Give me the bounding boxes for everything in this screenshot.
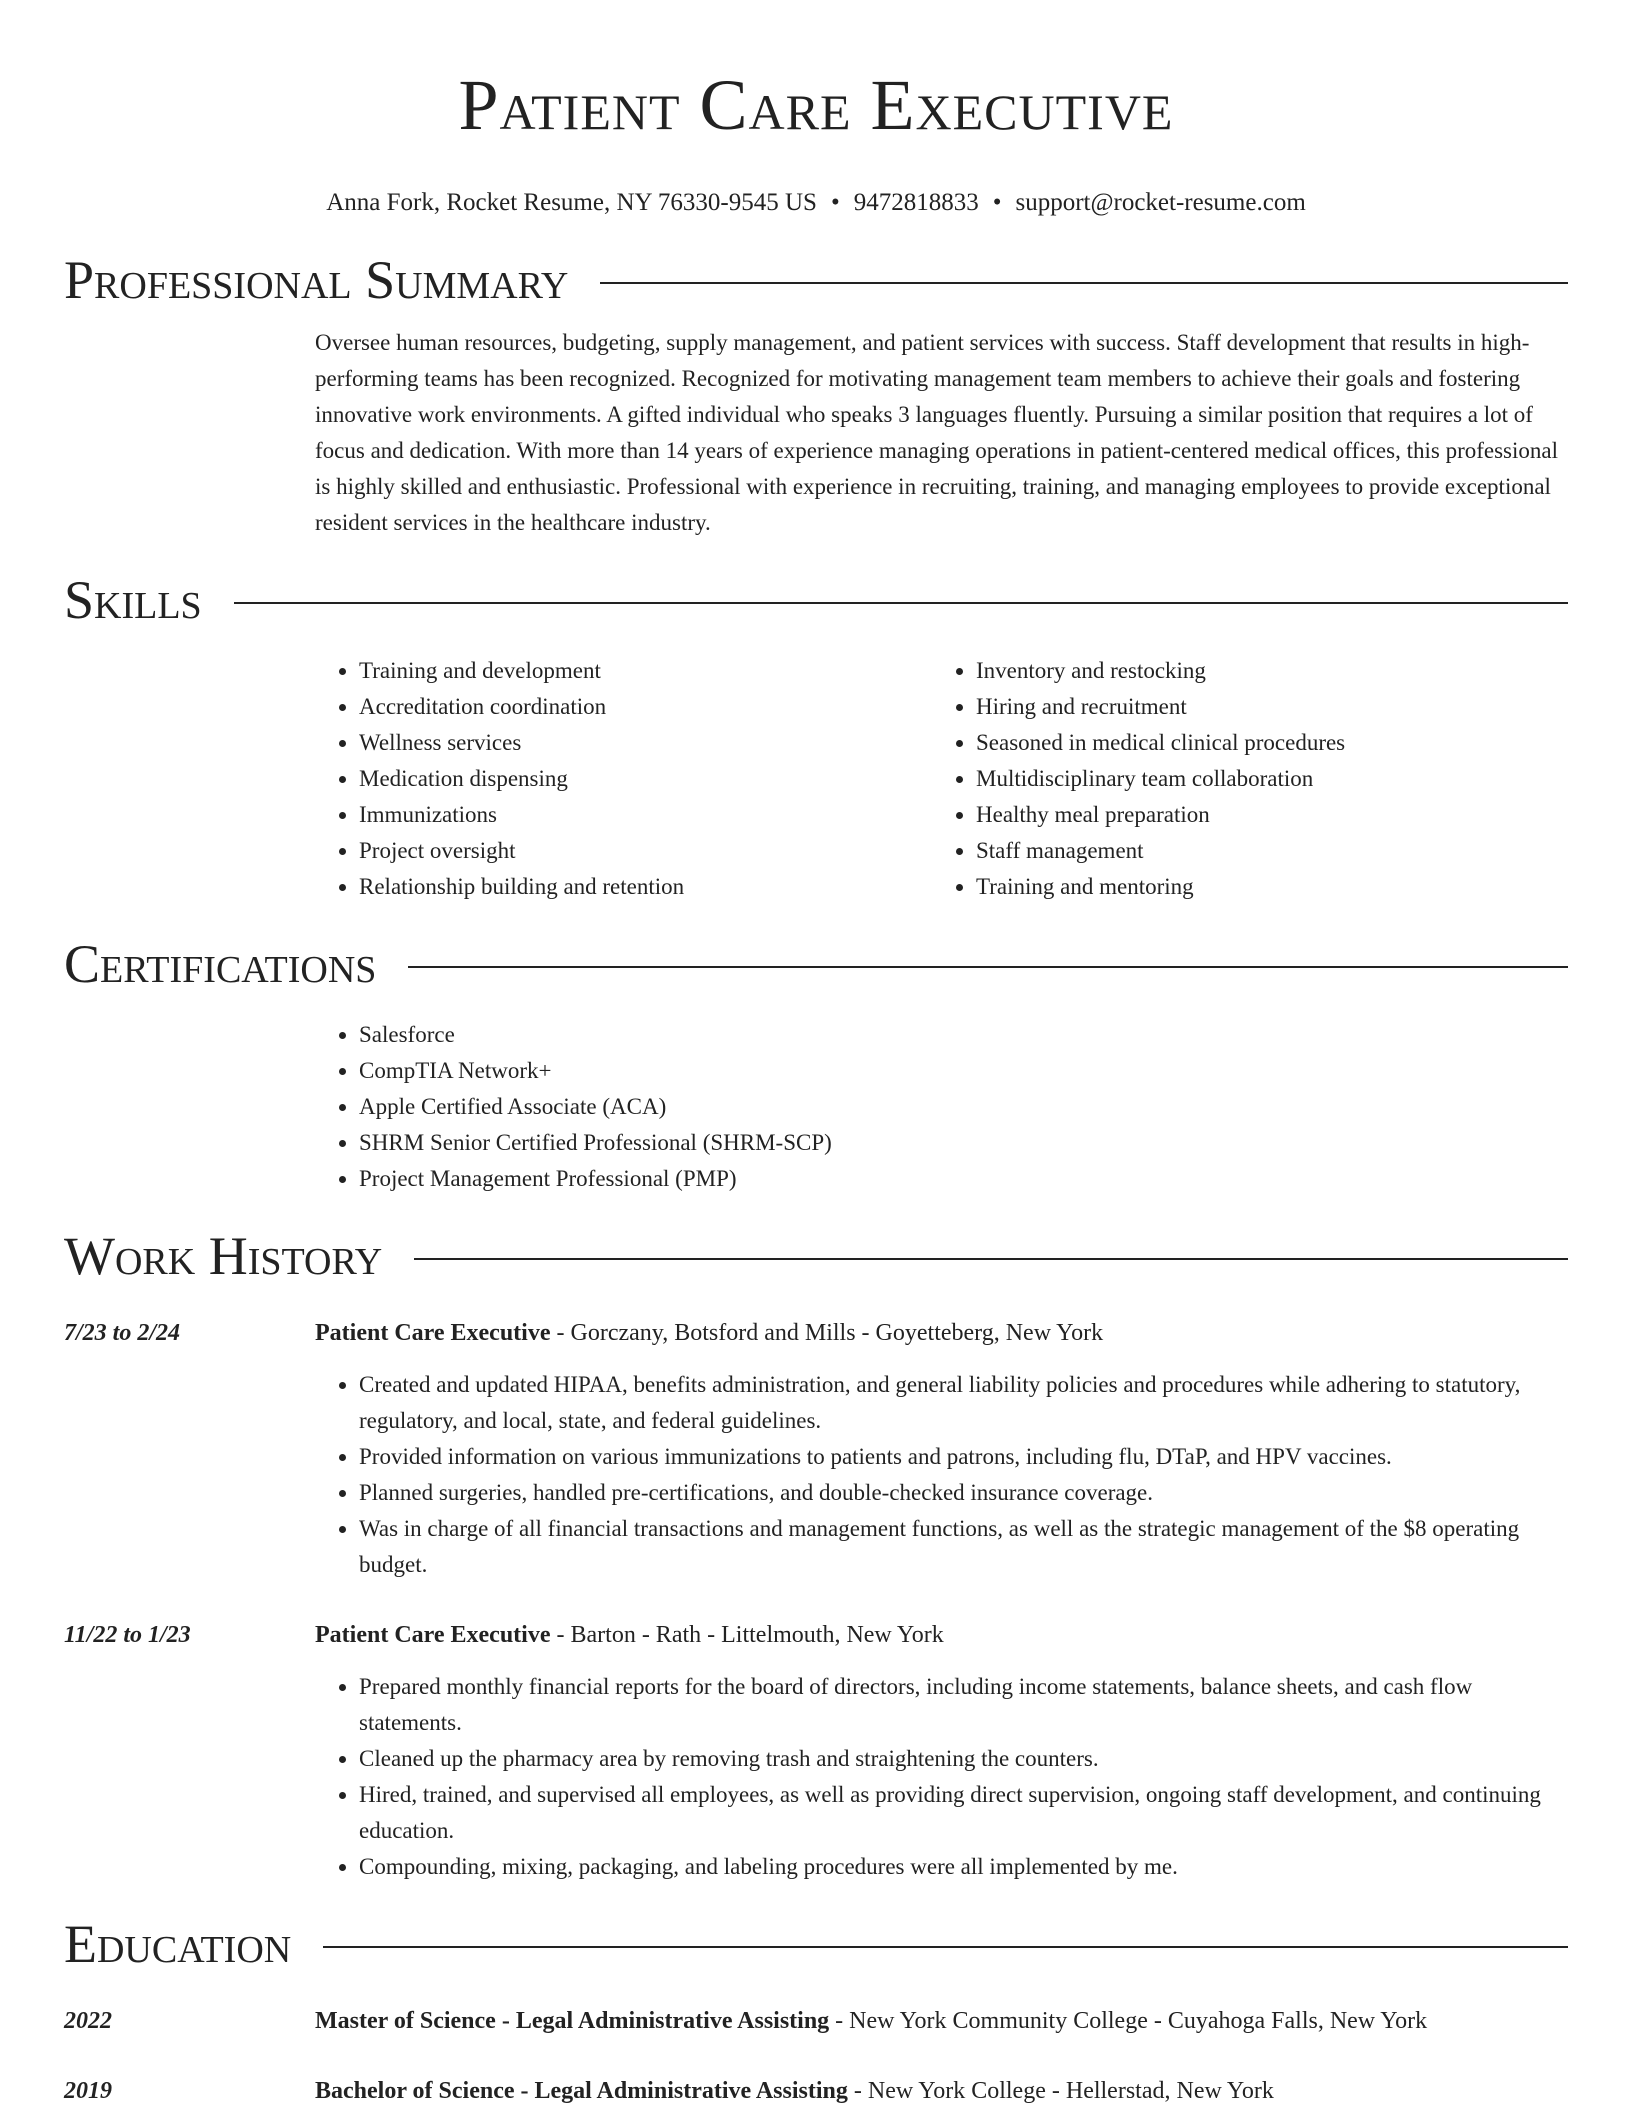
education-entry: [64, 2073, 1568, 2109]
job-entry: [64, 1617, 1568, 1885]
skill-item: • Immunizations: [359, 797, 932, 833]
education-school: - New York College - Hellerstad, New York: [847, 2078, 1274, 2104]
skill-item: • Staff management: [976, 833, 1549, 869]
skill-item: • Medication dispensing: [359, 761, 932, 797]
skills-column-left: [315, 653, 932, 905]
section-divider: [600, 282, 1568, 284]
section-divider: [323, 1946, 1568, 1948]
skill-item: • Training and development: [359, 653, 932, 689]
job-bullet: • Provided information on various immunizations to patients and patrons, including flu, DTaP, and HPV vaccines.: [359, 1439, 1568, 1475]
summary-text: Oversee human resources, budgeting, supply management, and patient services with success. Staff development that results in high-performing teams has been recognized. Recognized for motivating management team members to achieve their goals and fostering innovative work environments. A gifted individual who speaks 3 languages fluently. Pursuing a similar position that requires a lot of focus and dedication. With more than 14 years of experience managing operations in patient-centered medical offices, this professional is highly skilled and enthusiastic. Professional with experience in recruiting, training, and managing employees to provide exceptional resident services in the healthcare industry.: [315, 330, 1558, 535]
education-degree: Master of Science - Legal Administrative Assisting: [315, 2008, 830, 2034]
certification-item: • CompTIA Network+: [359, 1053, 1568, 1089]
section-header-summary: [64, 243, 1568, 317]
skill-item: • Project oversight: [359, 833, 932, 869]
section-title-work-history: Work History: [64, 1226, 383, 1286]
section-divider: [414, 1258, 1568, 1260]
certifications-block: [315, 1017, 1568, 1197]
job-header: [64, 1617, 1568, 1653]
section-title-skills: Skills: [64, 570, 202, 630]
job-date: 7/23 to 2/24: [64, 1320, 181, 1346]
skill-item: • Inventory and restocking: [976, 653, 1549, 689]
skill-item: • Wellness services: [359, 725, 932, 761]
skill-item: • Hiring and recruitment: [976, 689, 1549, 725]
contact-line: [64, 185, 1568, 221]
education-info: [315, 2003, 1427, 2039]
job-role: Patient Care Executive: [315, 1320, 551, 1346]
section-divider: [234, 602, 1568, 604]
resume-page: [64, 0, 1568, 2109]
education-info: [315, 2073, 1274, 2109]
education-degree: Bachelor of Science - Legal Administrative Assisting: [315, 2078, 848, 2104]
skills-list-right: [932, 653, 1549, 905]
skill-item: • Training and mentoring: [976, 869, 1549, 905]
certification-item: • Apple Certified Associate (ACA): [359, 1089, 1568, 1125]
section-title-certifications: Certifications: [64, 934, 377, 994]
contact-phone: 9472818833: [853, 189, 979, 216]
education-year: 2019: [64, 2078, 112, 2104]
education-school: - New York Community College - Cuyahoga Falls, New York: [829, 2008, 1428, 2034]
job-bullet: • Cleaned up the pharmacy area by removing trash and straightening the counters.: [359, 1741, 1568, 1777]
resume-title: Patient Care Executive: [458, 65, 1174, 145]
job-bullet: • Planned surgeries, handled pre-certifications, and double-checked insurance coverage.: [359, 1475, 1568, 1511]
skill-item: • Seasoned in medical clinical procedures: [976, 725, 1549, 761]
job-role: Patient Care Executive: [315, 1622, 551, 1648]
contact-separator: •: [992, 189, 1002, 216]
job-entry: [64, 1315, 1568, 1583]
job-bullet: • Compounding, mixing, packaging, and labeling procedures were all implemented by me.: [359, 1849, 1568, 1885]
certifications-list: [315, 1017, 1568, 1197]
job-bullet: • Hired, trained, and supervised all employees, as well as providing direct supervision, ongoing staff development, and continuing education.: [359, 1777, 1568, 1849]
section-divider: [408, 966, 1568, 968]
job-details: - Barton - Rath - Littelmouth, New York: [550, 1622, 944, 1648]
job-bullets: [315, 1367, 1568, 1583]
contact-address: Anna Fork, Rocket Resume, NY 76330-9545 US: [326, 189, 817, 216]
job-info: [315, 1315, 1103, 1351]
job-bullet: • Prepared monthly financial reports for the board of directors, including income statements, balance sheets, and cash flow statements.: [359, 1669, 1568, 1741]
skills-grid: [315, 653, 1568, 905]
certification-item: • SHRM Senior Certified Professional (SHRM-SCP): [359, 1125, 1568, 1161]
section-header-work-history: [64, 1219, 1568, 1293]
job-header: [64, 1315, 1568, 1351]
job-bullets-wrap: [315, 1669, 1568, 1885]
skill-item: • Relationship building and retention: [359, 869, 932, 905]
section-title-education: Education: [64, 1914, 292, 1974]
education-year: 2022: [64, 2008, 112, 2034]
contact-separator: •: [830, 189, 840, 216]
skills-list-left: [315, 653, 932, 905]
certification-item: • Salesforce: [359, 1017, 1568, 1053]
section-header-skills: [64, 563, 1568, 637]
job-info: [315, 1617, 944, 1653]
skill-item: • Accreditation coordination: [359, 689, 932, 725]
job-details: - Gorczany, Botsford and Mills - Goyetteberg, New York: [550, 1320, 1104, 1346]
job-bullets: [315, 1669, 1568, 1885]
skill-item: • Multidisciplinary team collaboration: [976, 761, 1549, 797]
education-entry: [64, 2003, 1568, 2039]
skills-column-right: [932, 653, 1549, 905]
section-header-certifications: [64, 927, 1568, 1001]
contact-email: support@rocket-resume.com: [1015, 189, 1306, 216]
job-bullet: • Was in charge of all financial transactions and management functions, as well as the strategic management of the $8 operating budget.: [359, 1511, 1568, 1583]
skill-item: • Healthy meal preparation: [976, 797, 1549, 833]
section-title-summary: Professional Summary: [64, 250, 569, 310]
job-bullet: • Created and updated HIPAA, benefits administration, and general liability policies and procedures while adhering to statutory, regulatory, and local, state, and federal guidelines.: [359, 1367, 1568, 1439]
job-bullets-wrap: [315, 1367, 1568, 1583]
job-date: 11/22 to 1/23: [64, 1622, 191, 1648]
certification-item: • Project Management Professional (PMP): [359, 1161, 1568, 1197]
section-header-education: [64, 1907, 1568, 1981]
